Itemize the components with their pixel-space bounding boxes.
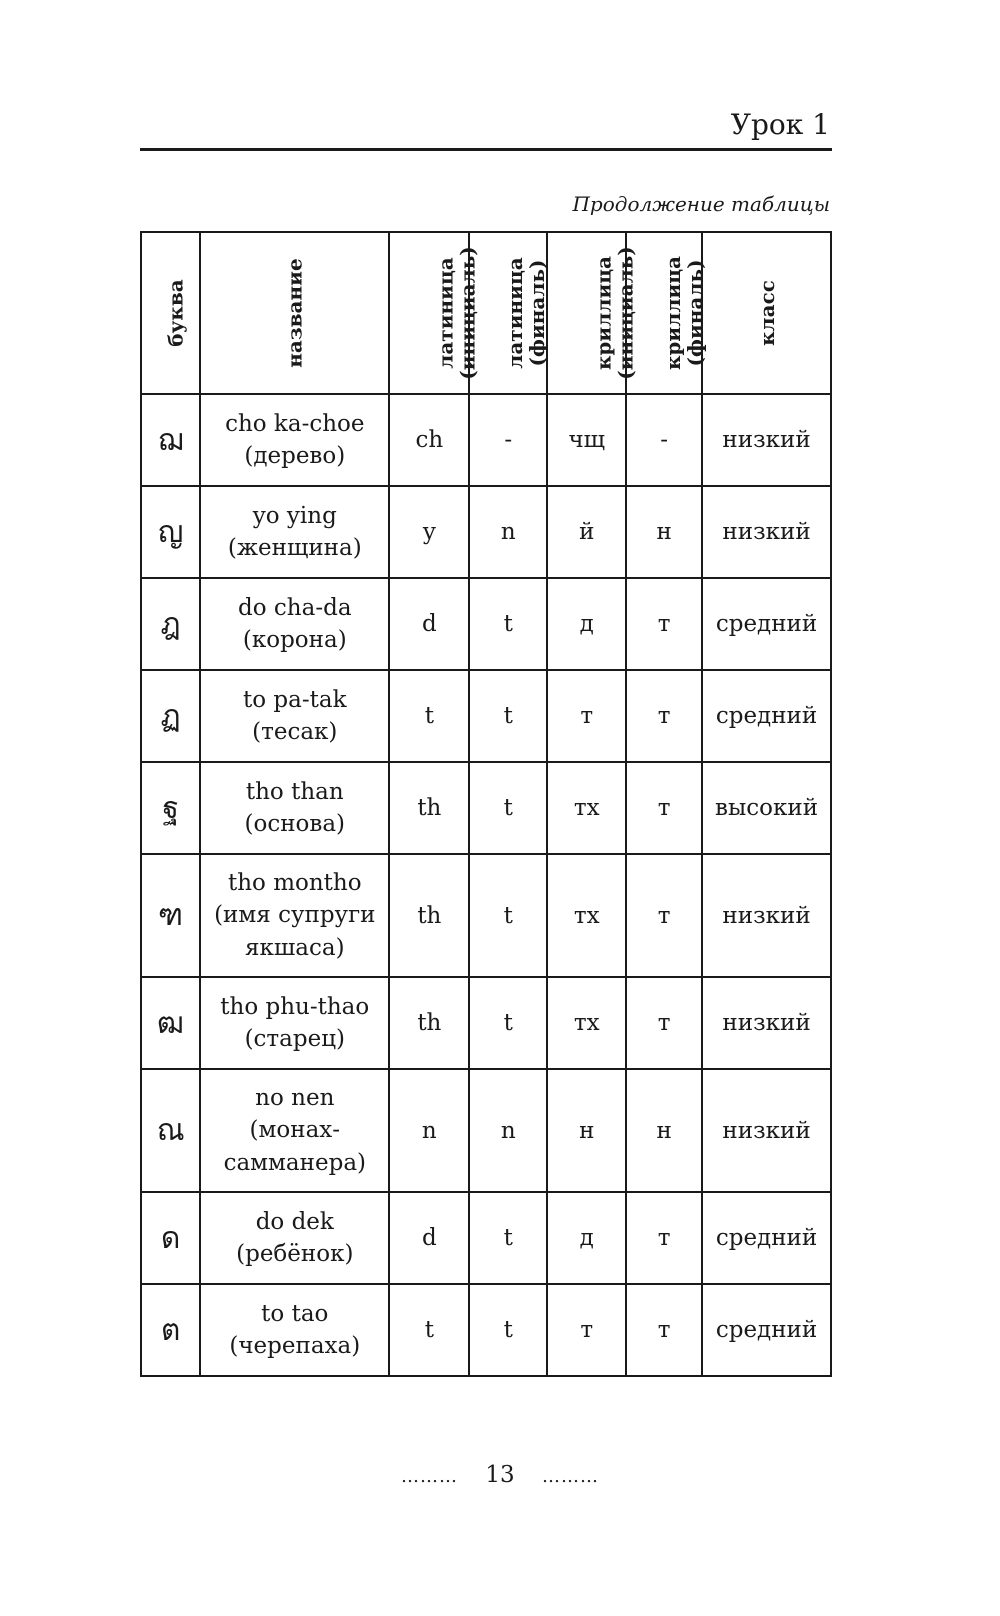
column-header — [469, 232, 550, 394]
letter-name-line: do cha-da — [238, 594, 352, 621]
letter-name — [200, 670, 389, 762]
cyrillic-initial: тх — [547, 854, 626, 977]
letter-name-line: (имя супруги — [214, 902, 376, 929]
letter-name — [200, 578, 389, 670]
latin-initial: d — [389, 1192, 469, 1284]
column-header-label — [504, 257, 548, 369]
letter-name-line: якшаса) — [245, 934, 345, 961]
column-header-line: криллица — [661, 255, 686, 370]
column-header — [389, 232, 481, 394]
letter-name-line: to tao — [261, 1300, 329, 1327]
cyrillic-initial: т — [547, 1284, 626, 1376]
letter-class: низкий — [702, 977, 831, 1069]
column-header — [702, 232, 831, 394]
column-header-line: латиница — [434, 256, 459, 369]
table-row — [141, 670, 831, 762]
column-header — [141, 232, 200, 394]
latin-initial: t — [389, 1284, 469, 1376]
table-row — [141, 762, 831, 854]
cyrillic-initial: чщ — [547, 394, 626, 486]
table-header-row — [141, 232, 831, 394]
table-row — [141, 854, 831, 977]
thai-letter: ฌ — [141, 394, 200, 486]
table-row — [141, 394, 831, 486]
latin-initial: d — [389, 578, 469, 670]
table-row — [141, 977, 831, 1069]
letter-class: средний — [702, 578, 831, 670]
latin-final: t — [469, 670, 547, 762]
latin-final: t — [469, 854, 547, 977]
table-body — [141, 394, 831, 1376]
letter-name — [200, 977, 389, 1069]
letter-name-line: (старец) — [244, 1026, 345, 1052]
latin-final: t — [469, 977, 547, 1069]
latin-final: t — [469, 762, 547, 854]
table-row — [141, 578, 831, 670]
latin-final: - — [469, 394, 547, 486]
thai-letter: ญ — [141, 486, 200, 578]
cyrillic-initial: н — [547, 1069, 626, 1192]
letter-class: средний — [702, 670, 831, 762]
cyrillic-initial: й — [547, 486, 626, 578]
cyrillic-initial: т — [547, 670, 626, 762]
letter-name-line: tho phu-thao — [220, 993, 370, 1020]
footer-dots-right: ……… — [541, 1465, 599, 1487]
header-rule — [140, 148, 832, 151]
letter-name-line: (монах- — [249, 1117, 341, 1144]
letter-name-line: (женщина) — [227, 535, 362, 561]
letter-name — [200, 1192, 389, 1284]
letter-class: средний — [702, 1284, 831, 1376]
table-row — [141, 1284, 831, 1376]
letter-name — [200, 486, 389, 578]
thai-letter: ต — [141, 1284, 200, 1376]
latin-initial: y — [389, 486, 469, 578]
column-header — [200, 232, 389, 394]
thai-letter: ฒ — [141, 977, 200, 1069]
column-header-line: (финаль) — [525, 258, 550, 367]
page-number: 13 — [485, 1462, 515, 1488]
cyrillic-final: - — [626, 394, 702, 486]
column-header-label — [662, 255, 706, 369]
cyrillic-initial: тх — [547, 762, 626, 854]
letter-class: высокий — [702, 762, 831, 854]
letter-name — [200, 762, 389, 854]
letter-class: средний — [702, 1192, 831, 1284]
cyrillic-final: т — [626, 670, 702, 762]
latin-initial: ch — [389, 394, 469, 486]
latin-final: t — [469, 1284, 547, 1376]
letter-name-line: cho ka-choe — [225, 410, 365, 437]
column-header-line: класс — [754, 280, 779, 346]
thai-letters-table — [140, 231, 832, 1377]
thai-letter: ฎ — [141, 578, 200, 670]
letter-class: низкий — [702, 394, 831, 486]
letter-name-line: (черепаха) — [229, 1333, 361, 1359]
letter-name — [200, 394, 389, 486]
table-row — [141, 1192, 831, 1284]
cyrillic-final: т — [626, 762, 702, 854]
cyrillic-initial: тх — [547, 977, 626, 1069]
footer-dots-left: ……… — [401, 1465, 459, 1487]
letter-class: низкий — [702, 854, 831, 977]
column-header-label — [284, 258, 306, 367]
latin-initial: t — [389, 670, 469, 762]
cyrillic-final: н — [626, 1069, 702, 1192]
thai-letter: ฏ — [141, 670, 200, 762]
letter-name — [200, 1069, 389, 1192]
cyrillic-initial: д — [547, 578, 626, 670]
letter-name-line: do dek — [255, 1208, 334, 1235]
letter-name-line: (дерево) — [244, 443, 346, 469]
letter-class: низкий — [702, 486, 831, 578]
column-header-line: название — [282, 258, 307, 368]
cyrillic-final: н — [626, 486, 702, 578]
letter-name-line: (корона) — [242, 627, 347, 653]
column-header-label — [435, 246, 479, 379]
thai-letter: ณ — [141, 1069, 200, 1192]
letter-name-line: саммaнера) — [223, 1149, 366, 1176]
latin-final: n — [469, 486, 547, 578]
letter-name-line: tho than — [245, 778, 344, 805]
cyrillic-final: т — [626, 854, 702, 977]
latin-final: t — [469, 1192, 547, 1284]
lesson-header: Урок 1 — [730, 108, 830, 141]
latin-initial: n — [389, 1069, 469, 1192]
column-header-line: (финаль) — [683, 258, 708, 367]
letter-name-line: yo ying — [252, 502, 337, 529]
column-header-line: (инициаль) — [614, 245, 639, 380]
letter-name-line: (основа) — [244, 811, 346, 837]
latin-final: t — [469, 578, 547, 670]
cyrillic-final: т — [626, 977, 702, 1069]
letter-name — [200, 1284, 389, 1376]
column-header-line: буква — [163, 279, 188, 347]
letter-class: низкий — [702, 1069, 831, 1192]
cyrillic-final: т — [626, 1284, 702, 1376]
table-row — [141, 486, 831, 578]
letter-name-line: (ребёнок) — [236, 1241, 354, 1267]
page-footer — [0, 1462, 1000, 1488]
table-row — [141, 1069, 831, 1192]
column-header-line: криллица — [592, 255, 617, 370]
letter-name — [200, 854, 389, 977]
thai-letter: ด — [141, 1192, 200, 1284]
column-header-label — [593, 246, 637, 379]
letter-name-line: no nen — [255, 1085, 335, 1112]
thai-letter: ฑ — [141, 854, 200, 977]
letter-name-line: (тесак) — [252, 719, 338, 745]
latin-final: n — [469, 1069, 547, 1192]
letter-name-line: to pa-tak — [243, 686, 347, 713]
cyrillic-final: т — [626, 1192, 702, 1284]
column-header-label — [165, 279, 187, 346]
letter-name-line: tho montho — [227, 870, 362, 897]
cyrillic-final: т — [626, 578, 702, 670]
latin-initial: th — [389, 977, 469, 1069]
latin-initial: th — [389, 854, 469, 977]
continuation-note: Продолжение таблицы — [572, 192, 830, 216]
cyrillic-initial: д — [547, 1192, 626, 1284]
column-header-line: (инициаль) — [456, 245, 481, 380]
column-header-label — [756, 280, 778, 346]
column-header — [547, 232, 639, 394]
latin-initial: th — [389, 762, 469, 854]
column-header-line: латиница — [503, 256, 528, 369]
thai-letter: ฐ — [141, 762, 200, 854]
